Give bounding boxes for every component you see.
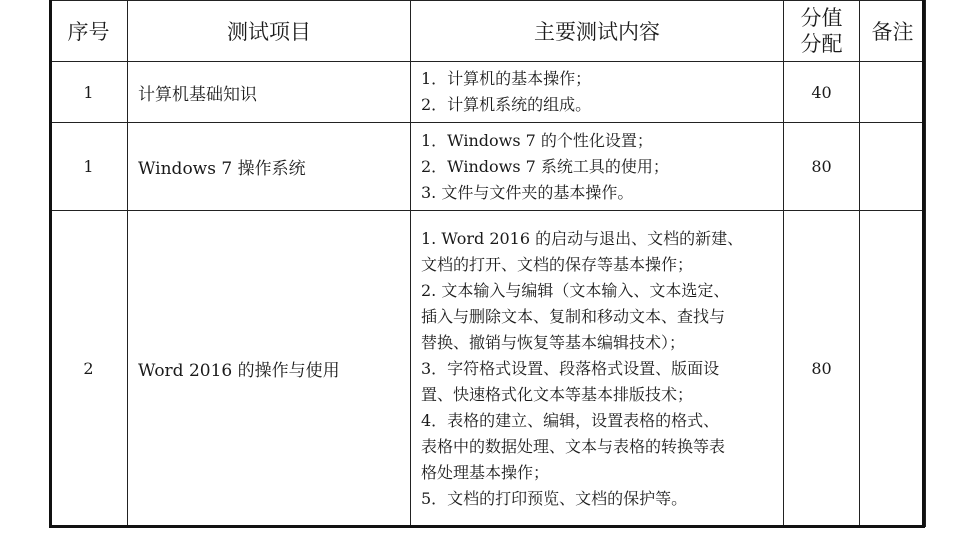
header-main-content: 主要测试内容 — [411, 1, 784, 62]
content-line: 置、快速格式化文本等基本排版技术； — [421, 384, 694, 404]
content-line: 替换、撤销与恢复等基本编辑技术）； — [421, 332, 686, 352]
header-test-item: 测试项目 — [128, 1, 411, 62]
content-line: 3．字符格式设置、段落格式设置、版面设 — [421, 358, 720, 378]
header-score-line1: 分值 — [800, 6, 843, 30]
row-index: 1 — [50, 123, 128, 211]
content-line: 文档的打开、文档的保存等基本操作； — [421, 254, 694, 274]
row-score: 80 — [784, 211, 860, 527]
content-line: 4．表格的建立、编辑，设置表格的格式、 — [421, 410, 720, 430]
row-test-item: Windows 7 操作系统 — [128, 123, 411, 211]
content-line: 3. 文件与文件夹的基本操作。 — [421, 182, 634, 202]
content-line: 5．文档的打印预览、文档的保护等。 — [421, 488, 688, 508]
content-line: 格处理基本操作； — [421, 462, 550, 482]
content-line: 2．Windows 7 系统工具的使用； — [421, 156, 669, 176]
row-index: 1 — [50, 62, 128, 123]
row-index: 2 — [50, 211, 128, 527]
header-index: 序号 — [50, 1, 128, 62]
row-score: 40 — [784, 62, 860, 123]
content-line: 插入与删除文本、复制和移动文本、查找与 — [421, 306, 726, 326]
content-line: 2. 文本输入与编辑（文本输入、文本选定、 — [421, 280, 730, 300]
header-note: 备注 — [860, 1, 926, 62]
row-score: 80 — [784, 123, 860, 211]
content-line: 1．计算机的基本操作； — [421, 69, 592, 88]
content-line: 表格中的数据处理、文本与表格的转换等表 — [421, 436, 726, 456]
table-outer-border — [49, 0, 925, 528]
content-line: 2．计算机系统的组成。 — [421, 95, 592, 114]
row-test-item: Word 2016 的操作与使用 — [128, 211, 411, 527]
row-test-item: 计算机基础知识 — [128, 62, 411, 123]
header-score-line2: 分配 — [800, 32, 843, 56]
content-line: 1．Windows 7 的个性化设置； — [421, 130, 653, 150]
content-line: 1. Word 2016 的启动与退出、文档的新建、 — [421, 228, 744, 248]
